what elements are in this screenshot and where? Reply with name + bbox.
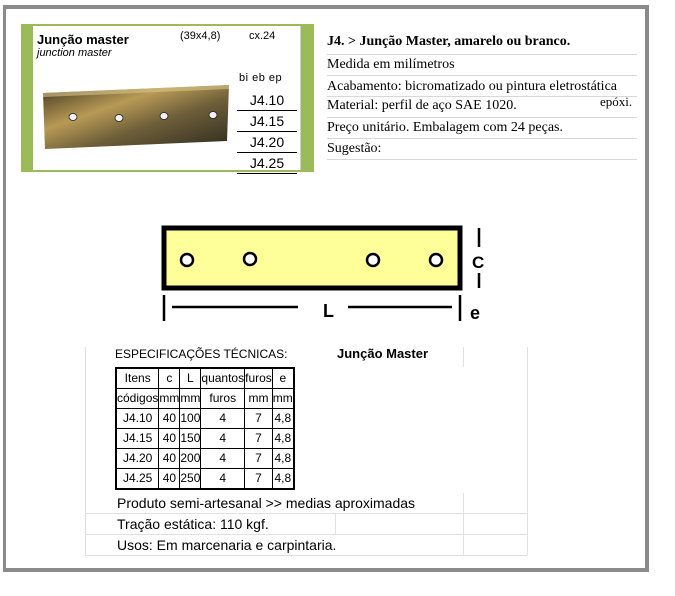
table-cell: J4.20 [116,449,159,469]
header-cell: mm [180,389,201,409]
description-title: J4. > Junção Master, amarelo ou branco. [327,34,571,49]
product-box-qty: cx.24 [249,30,276,42]
code-item: J4.15 [237,111,297,132]
description-line: Material: perfil de aço SAE 1020. [327,98,517,113]
header-cell: Itens [116,368,159,389]
table-cell: J4.10 [116,409,159,429]
spec-caption-title: Junção Master [337,346,429,361]
table-cell: 100 [180,409,201,429]
note-line: Produto semi-artesanal >> medias aproximadas [117,495,416,511]
table-cell: 4,8 [272,469,294,490]
header-cell: quantos [201,368,245,389]
photo-hole [115,115,123,122]
table-header-row [116,389,294,409]
code-item: J4.10 [237,90,297,111]
divider [327,117,637,118]
drawing-hole [430,254,442,266]
spec-caption: ESPECIFICAÇÕES TÉCNICAS: [115,347,288,361]
description-line: Acabamento: bicromatizado ou pintura eletrostática [327,79,617,94]
photo-hole [209,112,217,119]
code-item: J4.25 [237,153,297,174]
table-cell: 4,8 [272,429,294,449]
code-list [237,90,297,174]
description-line: Sugestão: [327,141,382,156]
drawing-hole [244,253,256,265]
table-row [116,429,294,449]
spec-table [115,367,295,490]
code-item: J4.20 [237,132,297,153]
table-cell: 40 [159,469,180,490]
table-cell: 200 [180,449,201,469]
description-line: Medida em milímetros [327,57,455,72]
product-dimensions: (39x4,8) [180,30,221,42]
table-cell: 4,8 [272,449,294,469]
table-row [116,449,294,469]
drawing-hole [181,254,193,266]
table-cell: 4 [201,409,245,429]
dim-l-label: L [323,301,334,321]
table-cell: 4 [201,449,245,469]
product-card [21,24,314,172]
product-title: Junção master [37,32,129,47]
table-cell: 40 [159,449,180,469]
technical-drawing [160,225,500,330]
product-subtitle: junction master [37,47,112,59]
product-card-inner [33,26,301,170]
dim-c-label: C [472,253,485,272]
description-line: Preço unitário. Embalagem com 24 peças. [327,120,563,135]
header-cell: códigos [116,389,159,409]
header-cell: L [180,368,201,389]
note-line: Usos: Em marcenaria e carpintaria. [117,537,337,553]
grid-line [85,534,527,535]
header-cell: e [272,368,294,389]
divider [327,54,637,55]
table-cell: 7 [245,409,273,429]
header-cell: mm [245,389,273,409]
grid-line [463,347,464,367]
dim-e-label: e [470,303,481,323]
drawing-hole [367,254,379,266]
header-cell: furos [245,368,273,389]
grid-line [85,555,527,556]
table-cell: 40 [159,429,180,449]
table-cell: 7 [245,429,273,449]
table-cell: 4 [201,429,245,449]
product-photo [41,79,231,151]
table-cell: 7 [245,469,273,490]
plate-outline [164,228,460,288]
grid-line [527,347,528,555]
divider [327,138,637,139]
table-row [116,409,294,429]
table-cell: 4 [201,469,245,490]
table-cell: 250 [180,469,201,490]
finish-codes: bi eb ep [239,72,283,84]
header-cell: c [159,368,180,389]
table-cell: J4.15 [116,429,159,449]
photo-hole [160,113,168,120]
table-cell: 40 [159,409,180,429]
table-row [116,469,294,490]
divider [327,159,637,160]
divider [327,96,637,97]
grid-line [85,513,527,514]
header-cell: mm [159,389,180,409]
description-extra: epóxi. [600,94,633,109]
header-cell: mm [272,389,294,409]
table-cell: 7 [245,449,273,469]
table-cell: 150 [180,429,201,449]
table-cell: 4,8 [272,409,294,429]
divider [327,75,637,76]
grid-line [335,513,336,534]
grid-line [85,347,86,555]
table-cell: J4.25 [116,469,159,490]
note-line: Tração estática: 110 kgf. [117,516,269,532]
grid-line [463,493,464,555]
table-header-row [116,368,294,389]
photo-hole [69,114,77,121]
header-cell: furos [201,389,245,409]
